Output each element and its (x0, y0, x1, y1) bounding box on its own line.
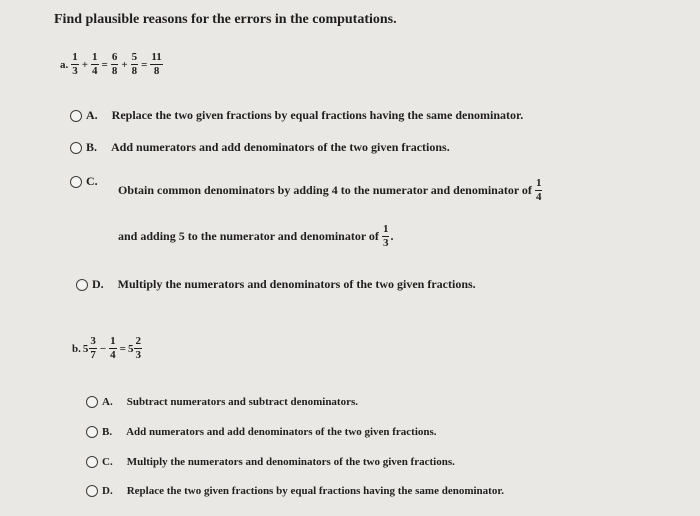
radio-button[interactable] (70, 110, 82, 122)
radio-button[interactable] (70, 142, 82, 154)
option-b-c[interactable]: C. Multiply the numerators and denominators of the two given fractions. (86, 456, 455, 468)
option-b-d[interactable]: D. Replace the two given fractions by equal fractions having the same denominator. (86, 485, 504, 497)
radio-button[interactable] (86, 485, 98, 497)
part-a-expression (60, 52, 164, 77)
radio-button[interactable] (76, 279, 88, 291)
part-b-expression: b. 5 $\frac{3}{7}$ − $\frac{1}{4}$ = 5 $\frac{2}{3}$ (72, 335, 141, 361)
fraction: $\frac{1}{3}$ (382, 223, 389, 249)
option-a-b[interactable]: B. Add numerators and add denominators of the two given fractions. (70, 140, 450, 155)
option-a-d[interactable]: D. Multiply the numerators and denominators of the two given fractions. (76, 277, 476, 292)
radio-button[interactable] (86, 396, 98, 408)
option-a-c-line1: Obtain common denominators by adding 4 to the numerator and denominator of $\frac{1}{4}$ (118, 177, 542, 203)
option-b-a[interactable]: A. Subtract numerators and subtract denominators. (86, 396, 358, 408)
fraction: $\frac{11}{8}$ (151, 51, 162, 77)
option-a-a[interactable]: A. Replace the two given fractions by equal fractions having the same denominator. (70, 108, 523, 123)
operator: + (121, 58, 128, 71)
option-a-c-line2: and adding 5 to the numerator and denominator of $\frac{1}{3}$ . (118, 223, 394, 249)
option-b-b[interactable]: B. Add numerators and add denominators of the two given fractions. (86, 426, 437, 438)
fraction: $\frac{6}{8}$ (111, 51, 118, 77)
fraction: $\frac{1}{4}$ (535, 177, 542, 203)
option-a-c[interactable]: C. (70, 174, 112, 189)
operator: = (119, 342, 126, 355)
option-text: Multiply the numerators and denominators of the two given fractions. (117, 277, 476, 291)
option-text: Add numerators and add denominators of the two given fractions. (111, 140, 450, 154)
operator: + (81, 58, 89, 71)
option-text: Replace the two given fractions by equal fractions having the same denominator. (126, 485, 504, 497)
option-text: Multiply the numerators and denominators of the two given fractions. (126, 456, 455, 468)
fraction: $\frac{1}{4}$ (92, 51, 98, 77)
fraction: $\frac{1}{3}$ (72, 51, 78, 77)
fraction: $\frac{5}{8}$ (131, 51, 138, 77)
question-title: Find plausible reasons for the errors in the computations. (54, 12, 397, 27)
operator: − (99, 342, 107, 355)
part-b-label: b. (72, 342, 81, 355)
operator: = (101, 58, 108, 71)
fraction: $\frac{2}{3}$ (135, 335, 141, 361)
option-text: Subtract numerators and subtract denominators. (126, 396, 359, 408)
radio-button[interactable] (70, 176, 82, 188)
fraction: $\frac{1}{4}$ (110, 335, 116, 361)
option-text: Add numerators and add denominators of the two given fractions. (126, 426, 437, 438)
operator: = (141, 58, 148, 71)
part-a-label: a. (60, 58, 69, 71)
option-text: Replace the two given fractions by equal fractions having the same denominator. (111, 108, 524, 122)
radio-button[interactable] (86, 456, 98, 468)
radio-button[interactable] (86, 426, 98, 438)
fraction: $\frac{3}{7}$ (90, 335, 96, 361)
